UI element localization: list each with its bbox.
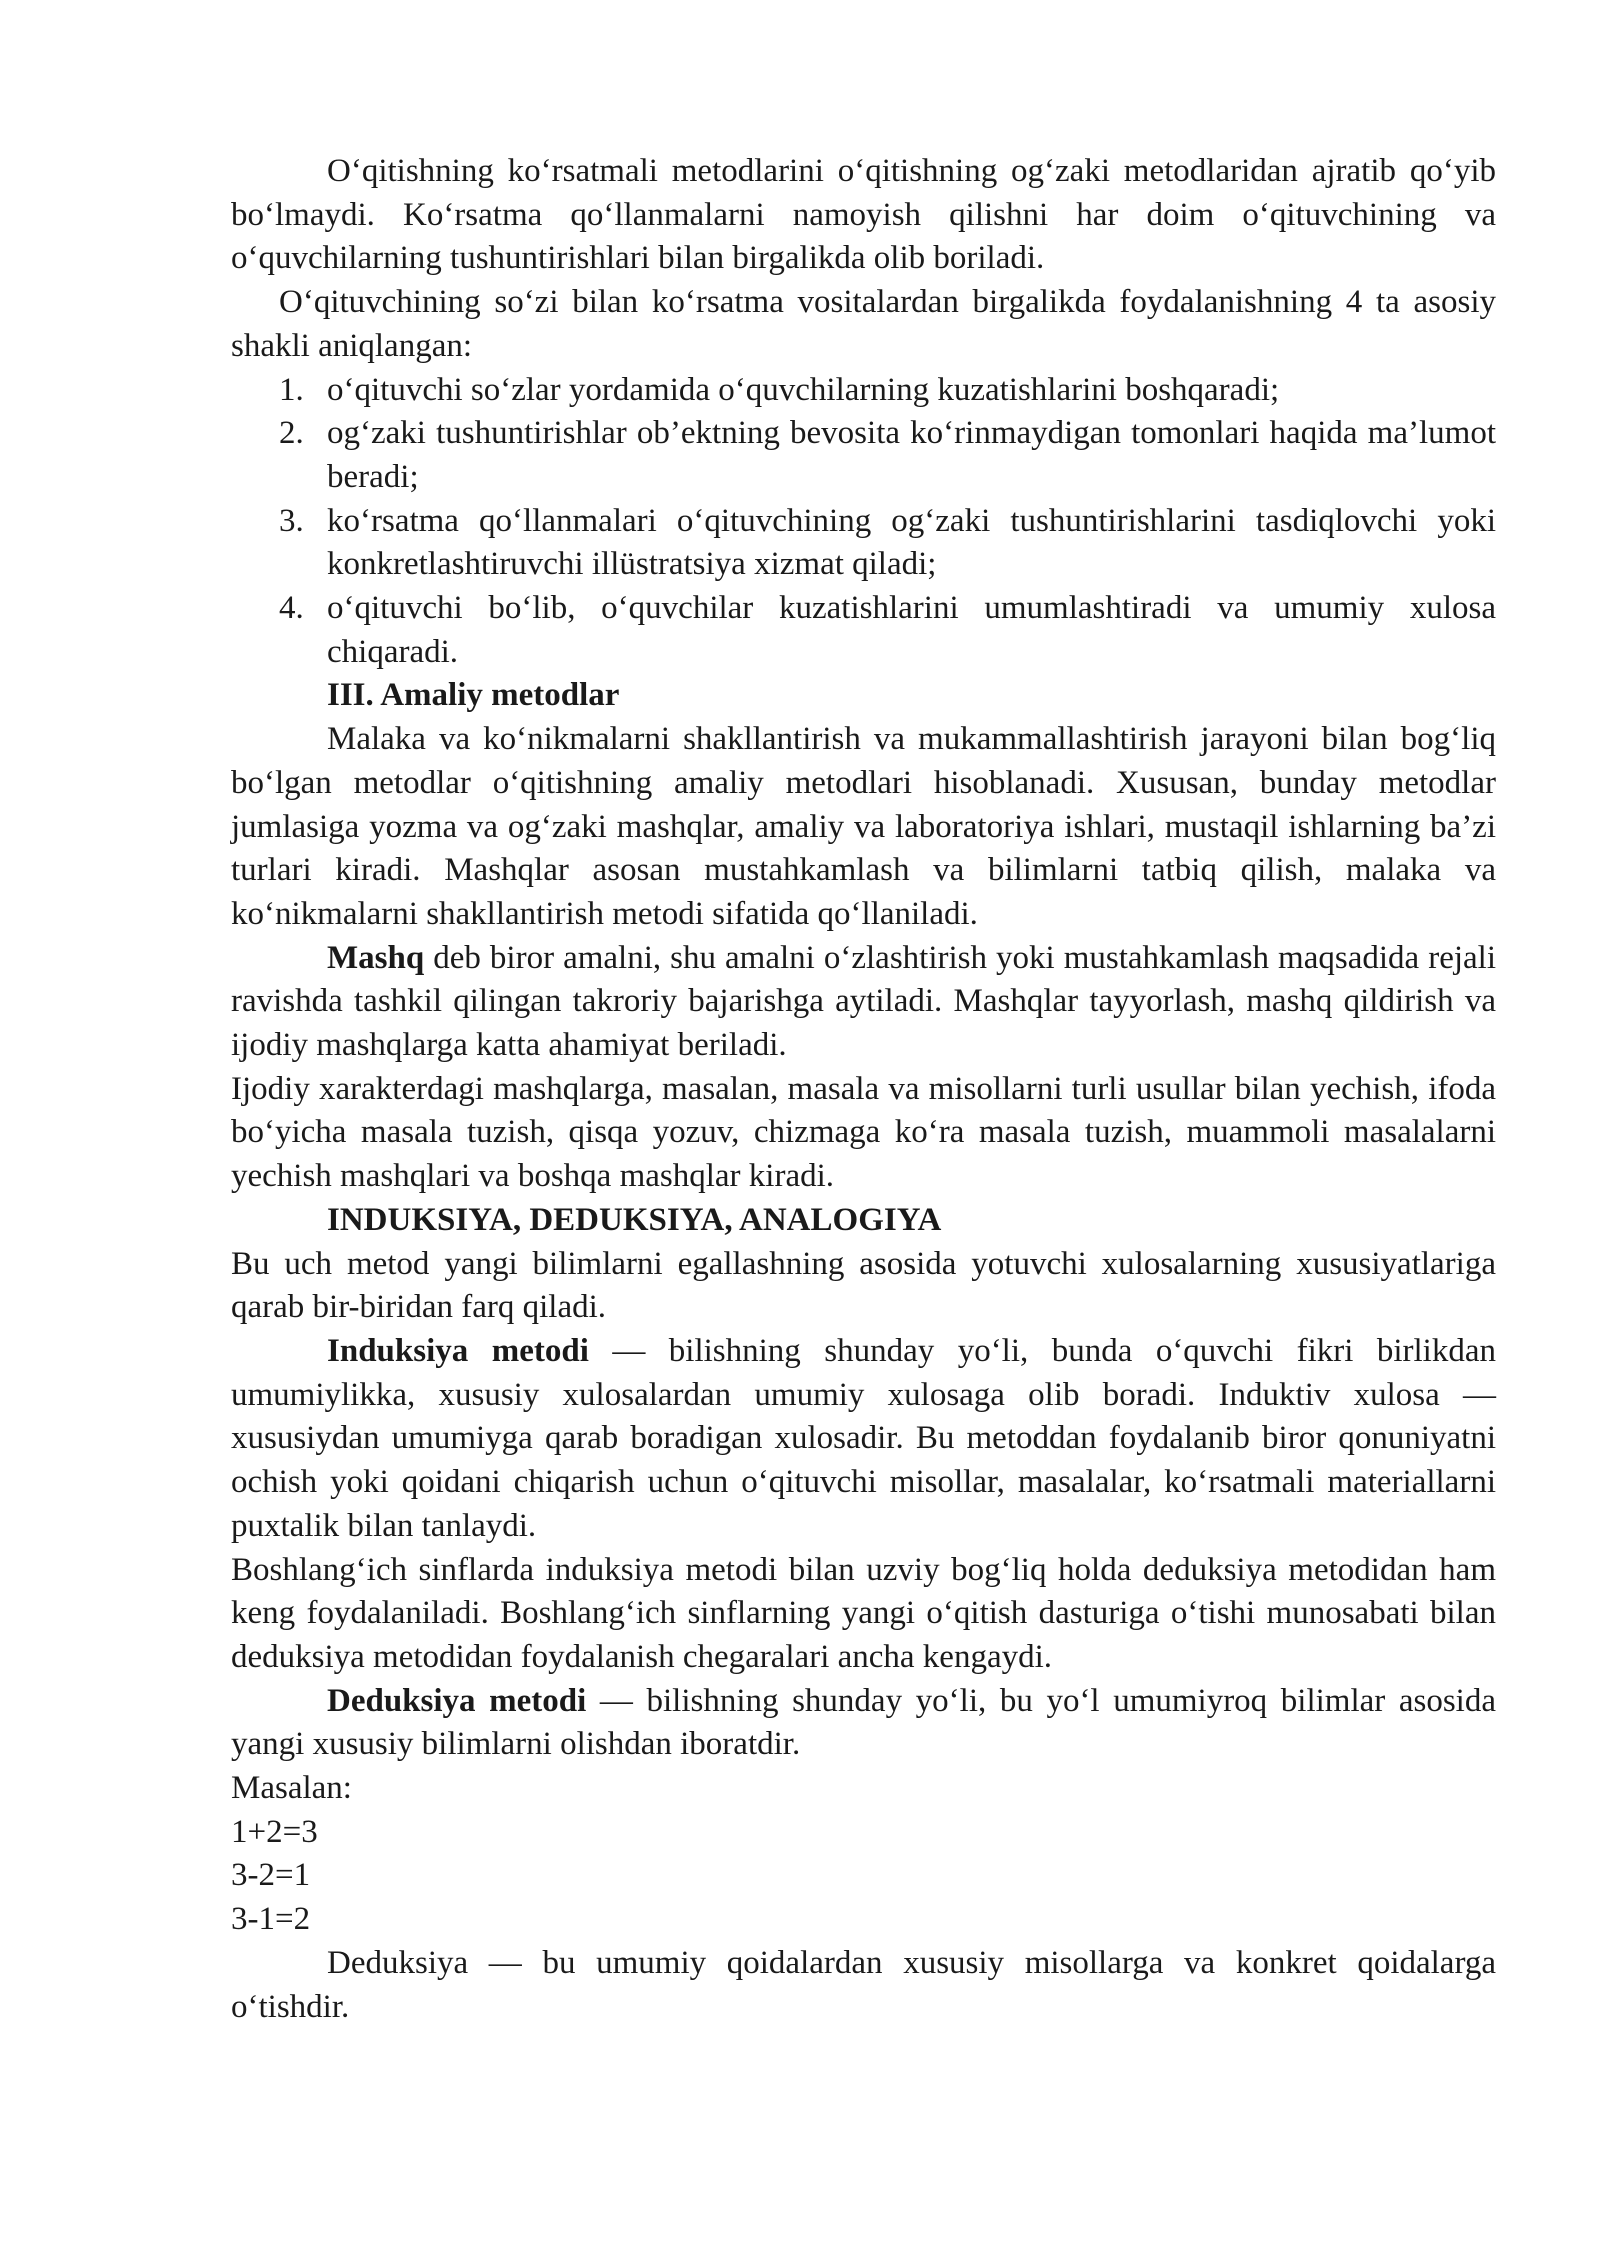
document-page xyxy=(231,150,1496,2029)
term-induction: Induksiya metodi xyxy=(327,1332,589,1369)
list-item: 2. og‘zaki tushuntirishlar ob’ektning bevosita ko‘rinmaydigan tomonlari haqida ma’lumot beradi; xyxy=(279,415,1496,495)
paragraph-intro: O‘qitishning ko‘rsatmali metodlarini o‘qitishning og‘zaki metodlaridan ajratib qo‘yib bo‘lmaydi. Ko‘rsatma qo‘llanmalarni namoyish qilishni har doim o‘qituvchining va o‘quvchilarning tushuntirishlari bilan birgalikda olib boriladi. xyxy=(231,153,1496,277)
list-item: 4. o‘qituvchi bo‘lib, o‘quvchilar kuzatishlarini umumlashtiradi va umumiy xulosa chiqaradi. xyxy=(279,590,1496,670)
paragraph-mashq: Mashq deb biror amalni, shu amalni o‘zlashtirish yoki mustahkamlash maqsadida rejali ravishda tashkil qilingan takroriy bajarishga aytiladi. Mashqlar tayyorlash, mashq qildirish va ijodiy mashqlarga katta ahamiyat beriladi. xyxy=(231,939,1496,1064)
term-mashq: Mashq xyxy=(327,939,425,976)
paragraph-practical: Malaka va ko‘nikmalarni shakllantirish va mukammallashtirish jarayoni bilan bog‘liq bo‘lgan metodlar o‘qitishning amaliy metodlari hisoblanadi. Xususan, bunday metodlar jumlasiga yozma va og‘zaki mashqlar, amaliy va laboratoriya ishlari, mustaqil ishlarning ba’zi turlari kiradi. Mashqlar asosan mustahkamlash va bilimlarni tatbiq qilish, malaka va ko‘nikmalarni shakllantirish metodi sifatida qo‘llaniladi. xyxy=(231,721,1496,932)
paragraph-deduction-summary: Deduksiya — bu umumiy qoidalardan xususiy misollarga va konkret qoidalarga o‘tishdir. xyxy=(231,1944,1496,2025)
example-line: 3-1=2 xyxy=(231,1901,311,1938)
paragraph-forms: O‘qituvchining so‘zi bilan ko‘rsatma vositalardan birgalikda foydalanishning 4 ta asosiy shakli aniqlangan: xyxy=(231,284,1496,364)
paragraph-creative: Ijodiy xarakterdagi mashqlarga, masalan, masala va misollarni turli usullar bilan yechish, ifoda bo‘yicha masala tuzish, qisqa yozuv, chizmaga ko‘ra masala tuzish, muammoli masalalarni yechish mashqlari va boshqa mashqlar kiradi. xyxy=(231,1070,1496,1195)
example-label: Masalan: xyxy=(231,1770,352,1807)
paragraph-deduction: Deduksiya metodi — bilishning shunday yo‘li, bu yo‘l umumiyroq bilimlar asosida yangi xususiy bilimlarni olishdan iboratdir. xyxy=(231,1682,1496,1763)
example-line: 3-2=1 xyxy=(231,1857,311,1894)
example-line: 1+2=3 xyxy=(231,1813,318,1850)
paragraph-three-methods: Bu uch metod yangi bilimlarni egallashning asosida yotuvchi xulosalarning xususiyatlariga qarab bir-biridan farq qiladi. xyxy=(231,1245,1496,1326)
paragraph-primary-classes: Boshlang‘ich sinflarda induksiya metodi bilan uzviy bog‘liq holda deduksiya metodidan ham keng foydalaniladi. Boshlang‘ich sinflarning yangi o‘qitish dasturiga o‘tishi munosabati bilan deduksiya metodidan foydalanish chegaralari ancha kengaydi. xyxy=(231,1551,1496,1675)
term-deduction: Deduksiya metodi xyxy=(327,1682,587,1719)
forms-list xyxy=(231,369,1496,675)
list-item: 1. o‘qituvchi so‘zlar yordamida o‘quvchilarning kuzatishlarini boshqaradi; xyxy=(279,371,1280,408)
list-item: 3. ko‘rsatma qo‘llanmalari o‘qituvchining og‘zaki tushuntirishlarini tasdiqlovchi yoki konkretlashtiruvchi illüstratsiya xizmat qiladi; xyxy=(279,502,1496,583)
section-heading-practical: III. Amaliy metodlar xyxy=(327,677,620,714)
paragraph-induction: Induksiya metodi — bilishning shunday yo‘li, bunda o‘quvchi fikri birlikdan umumiylikka, xususiy xulosalardan umumiy xulosaga olib boradi. Induktiv xulosa — xususiydan umumiyga qarab boradigan xulosadir. Bu metoddan foydalanib biror qonuniyatni ochish yoki qoidani chiqarish uchun o‘qituvchi misollar, masalalar, ko‘rsatmali materiallarni puxtalik bilan tanlaydi. xyxy=(231,1332,1496,1544)
section-heading-methods: INDUKSIYA, DEDUKSIYA, ANALOGIYA xyxy=(327,1201,942,1238)
